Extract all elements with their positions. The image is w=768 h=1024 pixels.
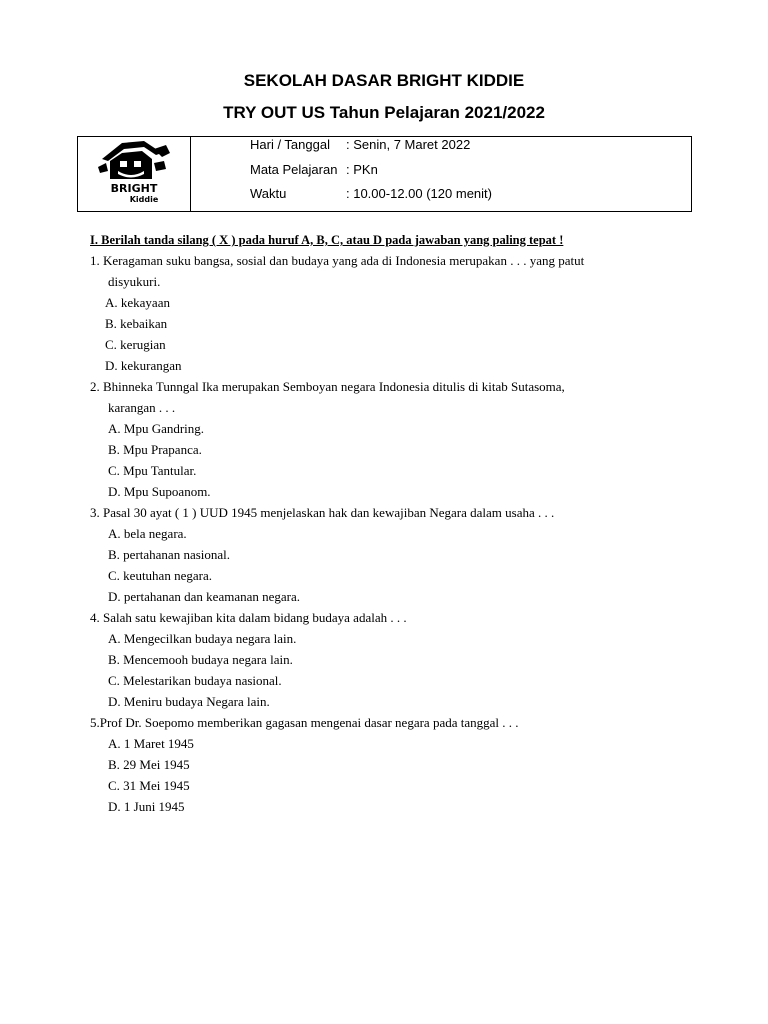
question-4-option-c: C. Melestarikan budaya nasional. [108,673,282,688]
bright-kiddie-logo-icon [96,139,172,207]
question-4-text: 4. Salah satu kewajiban kita dalam bidang budaya adalah . . . [90,610,407,625]
question-3-option-b: B. pertahanan nasional. [108,547,231,562]
question-2-option-d: D. Mpu Supoanom. [108,484,211,499]
info-row-time [250,186,492,201]
time-label: Waktu [250,186,287,201]
question-2-option-c: C. Mpu Tantular. [108,463,197,478]
question-4-option-b: B. Mencemooh budaya negara lain. [108,652,293,667]
question-5-option-c: C. 31 Mei 1945 [108,778,190,793]
question-5-text: 5.Prof Dr. Soepomo memberikan gagasan mengenai dasar negara pada tanggal . . . [90,715,519,730]
question-5-option-b: B. 29 Mei 1945 [108,757,190,772]
logo-cell [78,137,191,211]
question-3-option-a: A. bela negara. [108,526,187,541]
question-4-option-d: D. Meniru budaya Negara lain. [108,694,270,709]
question-3-option-d: D. pertahanan dan keamanan negara. [108,589,301,604]
question-1-option-c: C. kerugian [105,337,166,352]
exam-info-box [77,136,692,212]
question-5-option-d: D. 1 Juni 1945 [108,799,185,814]
subject-value: : PKn [346,162,378,177]
question-1-option-d: D. kekurangan [105,358,182,373]
logo-text-bottom: Kiddie [129,195,159,204]
question-1-option-a: A. kekayaan [105,295,170,310]
exam-title: TRY OUT US Tahun Pelajaran 2021/2022 [223,103,545,122]
question-3-option-c: C. keutuhan negara. [108,568,212,583]
question-2-option-b: B. Mpu Prapanca. [108,442,202,457]
date-label: Hari / Tanggal [250,137,330,152]
school-name: SEKOLAH DASAR BRIGHT KIDDIE [243,71,525,90]
question-4-option-a: A. Mengecilkan budaya negara lain. [108,631,297,646]
question-1-option-b: B. kebaikan [105,316,168,331]
question-5-option-a: A. 1 Maret 1945 [108,736,194,751]
question-2-option-a: A. Mpu Gandring. [108,421,205,436]
instruction-heading: I. Berilah tanda silang ( X ) pada huruf A, B, C, atau D pada jawaban yang paling tepat ! [90,233,564,247]
question-1-text-cont: disyukuri. [108,274,161,289]
logo-text-top: BRIGHT [110,182,158,195]
question-3-text: 3. Pasal 30 ayat ( 1 ) UUD 1945 menjelaskan hak dan kewajiban Negara dalam usaha . . . [90,505,555,520]
info-row-date [250,137,470,152]
question-1-text: 1. Keragaman suku bangsa, sosial dan budaya yang ada di Indonesia merupakan . . . yang patut [90,253,585,268]
info-row-subject [250,162,378,177]
question-2-text-cont: karangan . . . [108,400,176,415]
question-2-text: 2. Bhinneka Tunngal Ika merupakan Semboyan negara Indonesia ditulis di kitab Sutasoma, [90,379,565,394]
date-value: : Senin, 7 Maret 2022 [346,137,471,152]
subject-label: Mata Pelajaran [250,162,338,177]
time-value: : 10.00-12.00 (120 menit) [346,186,492,201]
